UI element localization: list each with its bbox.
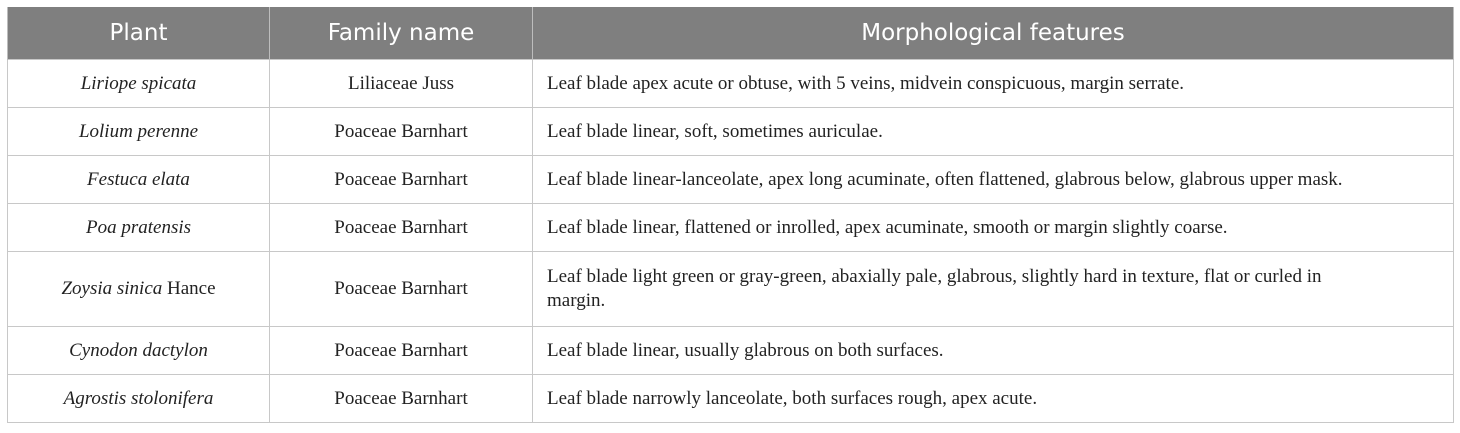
family-cell: Poaceae Barnhart [270, 108, 533, 156]
plant-name: Agrostis stolonifera [63, 387, 214, 409]
table-header-row [8, 7, 1454, 60]
plant-cell [8, 156, 270, 204]
family-cell: Poaceae Barnhart [270, 327, 533, 375]
table-row [8, 375, 1454, 423]
table-row [8, 156, 1454, 204]
table-row [8, 108, 1454, 156]
features-cell: Leaf blade linear, flattened or inrolled, apex acuminate, smooth or margin slightly coarse. [533, 204, 1454, 252]
plant-name: Festuca elata [87, 168, 190, 190]
table-row [8, 252, 1454, 327]
plant-cell [8, 204, 270, 252]
table-row [8, 60, 1454, 108]
family-cell: Poaceae Barnhart [270, 204, 533, 252]
plant-cell [8, 375, 270, 423]
family-cell: Poaceae Barnhart [270, 252, 533, 327]
header-morphological-features: Morphological features [533, 7, 1454, 60]
plant-name: Poa pratensis [85, 216, 192, 238]
features-cell: Leaf blade linear-lanceolate, apex long acuminate, often flattened, glabrous below, glabrous upper mask. [533, 156, 1454, 204]
family-cell: Poaceae Barnhart [270, 156, 533, 204]
features-cell: Leaf blade apex acute or obtuse, with 5 veins, midvein conspicuous, margin serrate. [533, 60, 1454, 108]
plant-name: Liriope spicata [80, 72, 197, 94]
family-cell: Liliaceae Juss [270, 60, 533, 108]
plant-name: Lolium perenne [78, 120, 199, 142]
plant-morphology-table [7, 7, 1454, 423]
header-family-name: Family name [270, 7, 533, 60]
family-cell: Poaceae Barnhart [270, 375, 533, 423]
table-row [8, 327, 1454, 375]
features-cell: Leaf blade light green or gray-green, abaxially pale, glabrous, slightly hard in texture, flat or curled in margin. [533, 252, 1454, 327]
plant-cell [8, 60, 270, 108]
plant-name: Zoysia sinica [61, 278, 163, 299]
plant-cell [8, 327, 270, 375]
features-cell: Leaf blade linear, usually glabrous on both surfaces. [533, 327, 1454, 375]
table-row [8, 204, 1454, 252]
plant-name: Cynodon dactylon [69, 339, 208, 361]
features-cell: Leaf blade narrowly lanceolate, both surfaces rough, apex acute. [533, 375, 1454, 423]
plant-authority: Hance [162, 278, 216, 299]
features-cell: Leaf blade linear, soft, sometimes auriculae. [533, 108, 1454, 156]
plant-cell [8, 108, 270, 156]
plant-cell [8, 252, 270, 327]
header-plant: Plant [8, 7, 270, 60]
